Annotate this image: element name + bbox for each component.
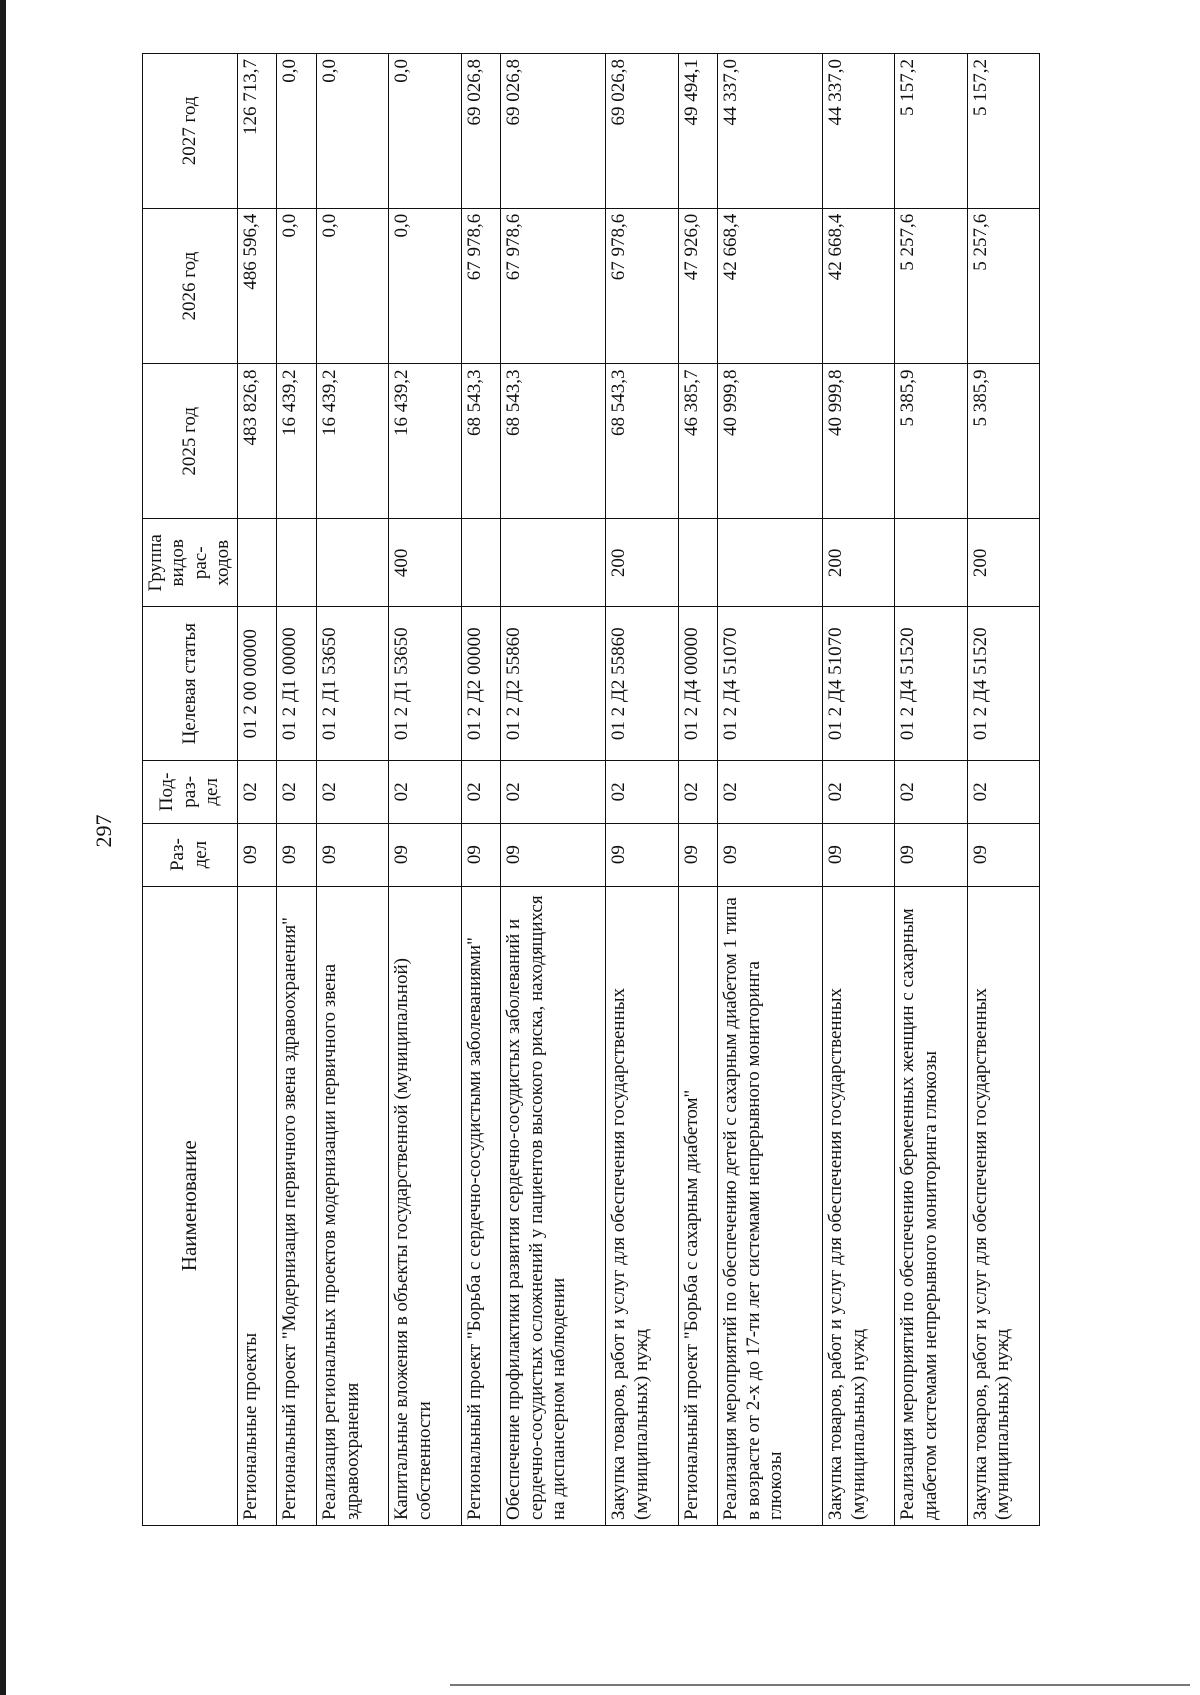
- row-tselevaya-statya: 01 2 Д4 51520: [967, 607, 1039, 760]
- row-podrazdel: 02: [967, 760, 1039, 823]
- row-2025: 46 385,7: [678, 364, 718, 519]
- row-tselevaya-statya: 01 2 Д4 51070: [823, 607, 895, 760]
- table-row: [823, 54, 895, 1526]
- table-row: [461, 54, 501, 1526]
- row-name: Региональный проект "Борьба с сахарным диабетом": [678, 886, 718, 1525]
- row-2027: 0,0: [317, 54, 389, 209]
- row-gruppa: [501, 519, 606, 607]
- row-gruppa: [461, 519, 501, 607]
- row-gruppa: 200: [823, 519, 895, 607]
- row-2027: 0,0: [277, 54, 317, 209]
- row-2025: 16 439,2: [277, 364, 317, 519]
- row-2026: 0,0: [317, 208, 389, 364]
- row-2025: 40 999,8: [718, 364, 823, 519]
- row-razdel: 09: [317, 823, 389, 886]
- row-2025: 68 543,3: [606, 364, 678, 519]
- row-razdel: 09: [277, 823, 317, 886]
- row-2025: 5 385,9: [895, 364, 967, 519]
- table-row: [277, 54, 317, 1526]
- table-row: [606, 54, 678, 1526]
- row-podrazdel: 02: [895, 760, 967, 823]
- row-podrazdel: 02: [461, 760, 501, 823]
- header-tselevaya-statya: Целевая статья: [143, 607, 238, 760]
- table-row: [718, 54, 823, 1526]
- row-2026: 67 978,6: [461, 208, 501, 364]
- row-gruppa: [895, 519, 967, 607]
- row-podrazdel: 02: [606, 760, 678, 823]
- row-2027: 5 157,2: [967, 54, 1039, 209]
- row-razdel: 09: [678, 823, 718, 886]
- row-2027: 69 026,8: [501, 54, 606, 209]
- table-row: [389, 54, 461, 1526]
- header-podrazdel: Под-раз-дел: [143, 760, 238, 823]
- row-name: Реализация региональных проектов модернизации первичного звена здравоохранения: [317, 886, 389, 1525]
- header-2025: 2025 год: [143, 364, 238, 519]
- row-gruppa: 200: [967, 519, 1039, 607]
- row-name: Региональный проект "Борьба с сердечно-сосудистыми заболеваниями": [461, 886, 501, 1525]
- row-2027: 69 026,8: [606, 54, 678, 209]
- row-tselevaya-statya: 01 2 Д1 53650: [389, 607, 461, 760]
- row-name: Закупка товаров, работ и услуг для обеспечения государственных (муниципальных) нужд: [823, 886, 895, 1525]
- row-2027: 44 337,0: [718, 54, 823, 209]
- scan-edge-bottom: [450, 1684, 1190, 1686]
- row-2026: 42 668,4: [718, 208, 823, 364]
- row-razdel: 09: [237, 823, 277, 886]
- header-2026: 2026 год: [143, 208, 238, 364]
- table-row: [967, 54, 1039, 1526]
- table-row: [895, 54, 967, 1526]
- row-razdel: 09: [461, 823, 501, 886]
- row-tselevaya-statya: 01 2 Д2 00000: [461, 607, 501, 760]
- row-2026: 67 978,6: [501, 208, 606, 364]
- row-tselevaya-statya: 01 2 Д4 51070: [718, 607, 823, 760]
- row-gruppa: 200: [606, 519, 678, 607]
- row-2027: 49 494,1: [678, 54, 718, 209]
- budget-table: [142, 53, 1040, 1526]
- row-tselevaya-statya: 01 2 00 00000: [237, 607, 277, 760]
- row-name: Капитальные вложения в объекты государственной (муниципальной) собственности: [389, 886, 461, 1525]
- scan-edge: [0, 0, 6, 1695]
- row-2025: 68 543,3: [501, 364, 606, 519]
- row-2027: 44 337,0: [823, 54, 895, 209]
- row-razdel: 09: [967, 823, 1039, 886]
- row-name: Региональный проект "Модернизация первичного звена здравоохранения": [277, 886, 317, 1525]
- header-2027: 2027 год: [143, 54, 238, 209]
- row-razdel: 09: [606, 823, 678, 886]
- table-header-row: [143, 54, 238, 1526]
- row-podrazdel: 02: [501, 760, 606, 823]
- row-tselevaya-statya: 01 2 Д2 55860: [606, 607, 678, 760]
- row-2025: 40 999,8: [823, 364, 895, 519]
- row-2026: 486 596,4: [237, 208, 277, 364]
- row-2025: 16 439,2: [317, 364, 389, 519]
- row-2025: 483 826,8: [237, 364, 277, 519]
- row-2026: 0,0: [389, 208, 461, 364]
- row-name: Закупка товаров, работ и услуг для обеспечения государственных (муниципальных) нужд: [967, 886, 1039, 1525]
- table-row: [678, 54, 718, 1526]
- row-podrazdel: 02: [317, 760, 389, 823]
- row-tselevaya-statya: 01 2 Д2 55860: [501, 607, 606, 760]
- header-gruppa: Группа видов рас-ходов: [143, 519, 238, 607]
- row-podrazdel: 02: [277, 760, 317, 823]
- row-gruppa: [317, 519, 389, 607]
- row-tselevaya-statya: 01 2 Д1 00000: [277, 607, 317, 760]
- row-name: Реализация мероприятий по обеспечению детей с сахарным диабетом 1 типа в возрасте от 2-х до 17-ти лет системами непрерывного мониторинга глюкозы: [718, 886, 823, 1525]
- row-name: Обеспечение профилактики развития сердечно-сосудистых заболеваний и сердечно-сосудистых осложнений у пациентов высокого риска, находящихся на диспансерном наблюдении: [501, 886, 606, 1525]
- table-row: [237, 54, 277, 1526]
- row-podrazdel: 02: [718, 760, 823, 823]
- row-razdel: 09: [895, 823, 967, 886]
- row-name: Региональные проекты: [237, 886, 277, 1525]
- row-2026: 5 257,6: [967, 208, 1039, 364]
- row-tselevaya-statya: 01 2 Д1 53650: [317, 607, 389, 760]
- row-tselevaya-statya: 01 2 Д4 51520: [895, 607, 967, 760]
- row-gruppa: [718, 519, 823, 607]
- row-2026: 47 926,0: [678, 208, 718, 364]
- row-razdel: 09: [501, 823, 606, 886]
- row-podrazdel: 02: [237, 760, 277, 823]
- row-gruppa: [678, 519, 718, 607]
- row-2025: 68 543,3: [461, 364, 501, 519]
- row-podrazdel: 02: [678, 760, 718, 823]
- row-podrazdel: 02: [389, 760, 461, 823]
- page-number: 297: [91, 814, 116, 848]
- row-razdel: 09: [718, 823, 823, 886]
- row-2026: 0,0: [277, 208, 317, 364]
- table-row: [501, 54, 606, 1526]
- row-podrazdel: 02: [823, 760, 895, 823]
- row-2026: 67 978,6: [606, 208, 678, 364]
- row-razdel: 09: [823, 823, 895, 886]
- row-name: Реализация мероприятий по обеспечению беременных женщин с сахарным диабетом системами непрерывного мониторинга глюкозы: [895, 886, 967, 1525]
- row-2025: 16 439,2: [389, 364, 461, 519]
- row-2027: 126 713,7: [237, 54, 277, 209]
- row-2027: 5 157,2: [895, 54, 967, 209]
- row-tselevaya-statya: 01 2 Д4 00000: [678, 607, 718, 760]
- row-name: Закупка товаров, работ и услуг для обеспечения государственных (муниципальных) нужд: [606, 886, 678, 1525]
- table-row: [317, 54, 389, 1526]
- row-2026: 42 668,4: [823, 208, 895, 364]
- row-gruppa: [277, 519, 317, 607]
- row-2026: 5 257,6: [895, 208, 967, 364]
- rotated-table-wrapper: [142, 53, 1040, 1526]
- row-gruppa: [237, 519, 277, 607]
- row-2025: 5 385,9: [967, 364, 1039, 519]
- header-razdel: Раз-дел: [143, 823, 238, 886]
- header-name: Наименование: [143, 886, 238, 1525]
- row-2027: 0,0: [389, 54, 461, 209]
- row-gruppa: 400: [389, 519, 461, 607]
- row-2027: 69 026,8: [461, 54, 501, 209]
- row-razdel: 09: [389, 823, 461, 886]
